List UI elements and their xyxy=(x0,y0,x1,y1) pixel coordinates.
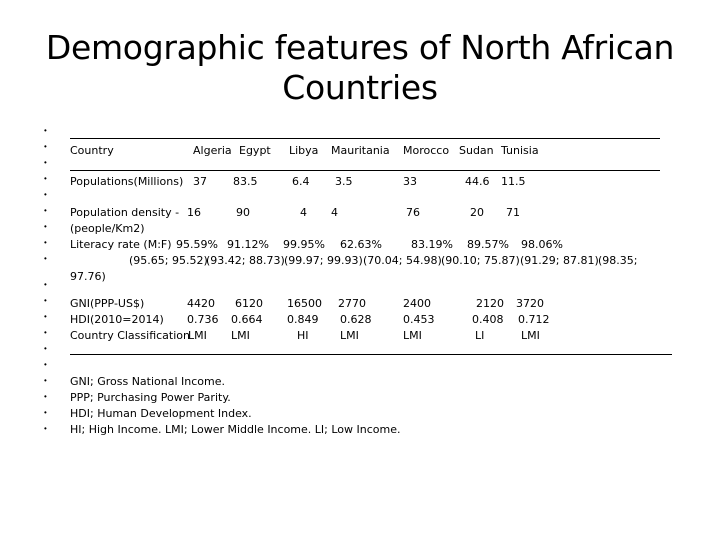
density-tunisia: 71 xyxy=(506,206,520,219)
density-sudan: 20 xyxy=(470,206,484,219)
bullet-icon xyxy=(44,330,50,336)
bullet-icon xyxy=(44,224,50,230)
gni-tunisia: 3720 xyxy=(516,297,544,310)
note-income-classes: HI; High Income. LMI; Lower Middle Income. LI; Low Income. xyxy=(70,423,401,436)
gni-algeria: 4420 xyxy=(187,297,215,310)
population-sudan: 44.6 xyxy=(465,175,490,188)
bullet-icon xyxy=(44,208,50,214)
population-libya: 6.4 xyxy=(292,175,310,188)
hdi-sudan: 0.408 xyxy=(472,313,504,326)
hdi-libya: 0.849 xyxy=(287,313,319,326)
bullet-icon xyxy=(44,298,50,304)
density-unit-label: (people/Km2) xyxy=(70,222,145,235)
bullet-icon xyxy=(44,160,50,166)
density-egypt: 90 xyxy=(236,206,250,219)
literacy-tunisia: 98.06% xyxy=(521,238,563,251)
literacy-mauritania: 62.63% xyxy=(340,238,382,251)
header-algeria: Algeria xyxy=(193,144,232,157)
header-sudan: Sudan xyxy=(459,144,494,157)
density-morocco: 76 xyxy=(406,206,420,219)
header-libya: Libya xyxy=(289,144,319,157)
gni-libya: 16500 xyxy=(287,297,322,310)
header-egypt: Egypt xyxy=(239,144,271,157)
literacy-range-sudan: (91.29; 87.81) xyxy=(520,254,599,267)
bullet-icon xyxy=(44,362,50,368)
literacy-sudan: 89.57% xyxy=(467,238,509,251)
literacy-range-tunisia: (98.35; xyxy=(598,254,638,267)
literacy-morocco: 83.19% xyxy=(411,238,453,251)
bullet-icon xyxy=(44,346,50,352)
bullet-icon xyxy=(44,192,50,198)
literacy-range-egypt: (93.42; 88.73) xyxy=(206,254,285,267)
bullet-icon xyxy=(44,314,50,320)
gni-label: GNI(PPP-US$) xyxy=(70,297,145,310)
classification-tunisia: LMI xyxy=(521,329,540,342)
slide-title xyxy=(0,28,720,108)
gni-morocco: 2400 xyxy=(403,297,431,310)
literacy-range-algeria: (95.65; 95.52) xyxy=(129,254,208,267)
country-header: Country xyxy=(70,144,114,157)
hdi-egypt: 0.664 xyxy=(231,313,263,326)
literacy-range-tunisia-tail: 97.76) xyxy=(70,270,106,283)
population-egypt: 83.5 xyxy=(233,175,258,188)
density-libya: 4 xyxy=(300,206,307,219)
table-bottom-rule xyxy=(70,354,672,355)
gni-mauritania: 2770 xyxy=(338,297,366,310)
header-morocco: Morocco xyxy=(403,144,450,157)
table-top-rule xyxy=(70,138,660,139)
classification-libya: HI xyxy=(297,329,309,342)
header-mauritania: Mauritania xyxy=(331,144,390,157)
bullet-icon xyxy=(44,256,50,262)
literacy-range-libya: (99.97; 99.93) xyxy=(284,254,363,267)
population-label: Populations(Millions) xyxy=(70,175,184,188)
title-line-1: Demographic features of North African xyxy=(45,28,675,67)
literacy-libya: 99.95% xyxy=(283,238,325,251)
note-ppp: PPP; Purchasing Power Parity. xyxy=(70,391,231,404)
bullet-icon xyxy=(44,378,50,384)
literacy-algeria: 95.59% xyxy=(176,238,218,251)
hdi-morocco: 0.453 xyxy=(403,313,435,326)
bullet-icon xyxy=(44,394,50,400)
population-morocco: 33 xyxy=(403,175,417,188)
note-gni: GNI; Gross National Income. xyxy=(70,375,225,388)
note-hdi: HDI; Human Development Index. xyxy=(70,407,252,420)
population-algeria: 37 xyxy=(193,175,207,188)
literacy-range-morocco: (90.10; 75.87) xyxy=(441,254,520,267)
classification-mauritania: LMI xyxy=(340,329,359,342)
gni-egypt: 6120 xyxy=(235,297,263,310)
bullet-icon xyxy=(44,410,50,416)
literacy-label: Literacy rate (M:F) xyxy=(70,238,172,251)
hdi-tunisia: 0.712 xyxy=(518,313,550,326)
hdi-algeria: 0.736 xyxy=(187,313,219,326)
literacy-egypt: 91.12% xyxy=(227,238,269,251)
classification-morocco: LMI xyxy=(403,329,422,342)
bullet-icon xyxy=(44,128,50,134)
density-mauritania: 4 xyxy=(331,206,338,219)
classification-egypt: LMI xyxy=(231,329,250,342)
title-line-2: Countries xyxy=(282,68,438,107)
bullet-icon xyxy=(44,282,50,288)
density-algeria: 16 xyxy=(187,206,201,219)
bullet-icon xyxy=(44,426,50,432)
population-mauritania: 3.5 xyxy=(335,175,353,188)
header-tunisia: Tunisia xyxy=(501,144,539,157)
classification-label: Country Classification xyxy=(70,329,190,342)
bullet-icon xyxy=(44,240,50,246)
population-tunisia: 11.5 xyxy=(501,175,526,188)
literacy-range-mauritania: (70.04; 54.98) xyxy=(363,254,442,267)
bullet-icon xyxy=(44,144,50,150)
classification-sudan: LI xyxy=(475,329,485,342)
gni-sudan: 2120 xyxy=(476,297,504,310)
bullet-icon xyxy=(44,176,50,182)
hdi-mauritania: 0.628 xyxy=(340,313,372,326)
classification-algeria: LMI xyxy=(188,329,207,342)
table-header-rule xyxy=(70,170,660,171)
density-label: Population density - xyxy=(70,206,180,219)
hdi-label: HDI(2010=2014) xyxy=(70,313,164,326)
